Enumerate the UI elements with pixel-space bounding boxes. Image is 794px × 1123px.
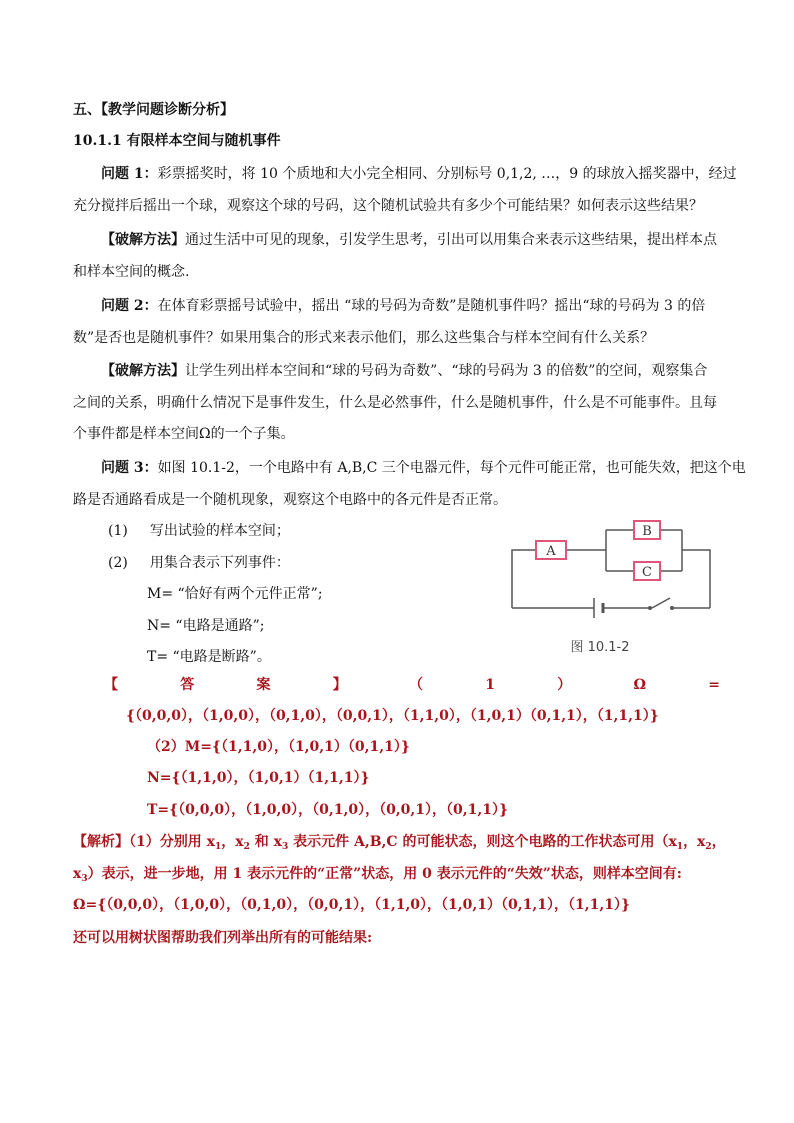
method-1-label: 【破解方法】: [101, 232, 185, 248]
method-2-label: 【破解方法】: [101, 363, 185, 379]
analysis-text-a: （1）分别用 x: [129, 834, 215, 850]
analysis-line-2: [73, 864, 682, 884]
question-1-label: 问题 1：: [101, 166, 158, 182]
subscript: 1: [214, 842, 222, 852]
item-2-number: (2): [108, 555, 128, 571]
component-c-label: C: [642, 565, 652, 580]
question-2-line-2: 数”是否也是随机事件？如果用集合的形式来表示他们，那么这些集合与样本空间有什么关系？: [73, 330, 655, 346]
question-3-item-2: [108, 553, 290, 573]
method-2-line-3: 个事件都是样本空间Ω的一个子集。: [73, 426, 295, 442]
question-1-line-1: [101, 164, 737, 184]
question-3-line-1: [101, 458, 746, 478]
method-1-line-1: [101, 230, 717, 250]
question-3-label: 问题 3：: [101, 460, 158, 476]
subscript: 2: [243, 842, 250, 852]
method-2-line-1: [101, 361, 707, 381]
answer-part-number: 1: [485, 677, 495, 693]
analysis-text-e: ，x: [683, 834, 706, 850]
event-t: T= “电路是断路”。: [147, 649, 271, 665]
question-2-line-1: [101, 296, 705, 316]
subscript: 1: [676, 842, 684, 852]
analysis-line-1: [73, 832, 726, 852]
item-2-text: 用集合表示下列事件：: [149, 555, 290, 571]
answer-char-2: 案: [256, 677, 271, 693]
answer-bracket-open: 【: [104, 677, 118, 693]
subscript: 3: [81, 874, 88, 884]
method-2-line-2: 之间的关系，明确什么情况下是事件发生，什么是必然事件，什么是随机事件，什么是不可能事件。且每: [73, 395, 717, 411]
subscript: 2: [705, 842, 712, 852]
question-2-text-1: 在体育彩票摇号试验中，摇出 “球的号码为奇数”是随机事件吗？摇出“球的号码为 3 的倍: [157, 298, 706, 314]
analysis-text-b: ，x: [221, 834, 244, 850]
question-1-line-2: 充分搅拌后摇出一个球，观察这个球的号码，这个随机试验共有多少个可能结果？如何表示这些结果？: [73, 198, 703, 214]
component-a-label: A: [546, 544, 556, 559]
section-title: 五、【教学问题诊断分析】: [73, 102, 234, 118]
event-m: M= “恰好有两个元件正常”;: [147, 586, 323, 602]
question-3-item-1: [108, 521, 290, 541]
analysis-text-d: 表示元件 A,B,C 的可能状态，则这个电路的工作状态可用（x: [288, 834, 677, 850]
item-1-text: 写出试验的样本空间；: [149, 523, 290, 539]
analysis-label: 【解析】: [73, 834, 129, 850]
answer-header: [104, 675, 720, 695]
analysis-text-h: ）表示，进一步地，用 1 表示元件的“正常”状态，用 0 表示元件的“失效”状态，则样本空间有:: [87, 866, 682, 882]
analysis-tree-note: 还可以用树状图帮助我们列举出所有的可能结果:: [73, 930, 373, 946]
subscript: 3: [281, 842, 289, 852]
analysis-text-f: ，: [711, 834, 726, 850]
method-1-line-2: 和样本空间的概念.: [73, 264, 190, 280]
circuit-diagram: [500, 513, 720, 663]
circuit-figure: [500, 513, 720, 663]
analysis-omega-set: Ω={（0,0,0），（1,0,0），（0,1,0），（0,0,1），（1,1,0），（1,0,1）（0,1,1），（1,1,1）}: [73, 897, 630, 913]
answer-n-set: N={（1,1,0），（1,0,1）（1,1,1）}: [147, 770, 370, 786]
answer-omega-set: {（0,0,0），（1,0,0），（0,1,0），（0,0,1），（1,1,0），（1,0,1）（0,1,1），（1,1,1）}: [126, 708, 659, 724]
answer-char-1: 答: [180, 677, 195, 693]
question-2-label: 问题 2：: [101, 298, 158, 314]
figure-caption: 图 10.1-2: [570, 640, 630, 655]
question-3-text-1: 如图 10.1-2，一个电路中有 A,B,C 三个电器元件，每个元件可能正常，也可能失效，把这个电: [157, 460, 746, 476]
subsection-title: 10.1.1 有限样本空间与随机事件: [73, 133, 281, 149]
answer-paren-open: （: [409, 677, 423, 693]
analysis-text-c: 和 x: [249, 834, 282, 850]
answer-omega: Ω: [633, 677, 646, 693]
item-1-number: (1): [108, 523, 128, 539]
analysis-text-g: x: [73, 866, 82, 882]
answer-t-set: T={（0,0,0），（1,0,0），（0,1,0），（0,0,1），（0,1,1）}: [147, 802, 509, 818]
switch-lever: [652, 598, 670, 608]
switch-contact-left: [648, 606, 652, 610]
answer-equals: =: [708, 677, 720, 693]
wire-left: [512, 550, 536, 608]
answer-bracket-close: 】: [332, 677, 347, 693]
method-1-text-1: 通过生活中可见的现象，引发学生思考，引出可以用集合来表示这些结果，提出样本点: [185, 232, 717, 248]
switch-contact-right: [670, 606, 674, 610]
method-2-text-1: 让学生列出样本空间和“球的号码为奇数”、“球的号码为 3 的倍数”的空间，观察集合: [185, 363, 708, 379]
question-1-text-1: 彩票摇奖时，将 10 个质地和大小完全相同、分别标号 0,1,2, …，9 的球放入摇奖器中，经过: [157, 166, 737, 182]
event-n: N= “电路是通路”;: [147, 618, 265, 634]
component-b-label: B: [642, 524, 652, 539]
question-3-line-2: 路是否通路看成是一个随机现象，观察这个电路中的各元件是否正常。: [73, 492, 507, 508]
answer-m-set: （2）M={（1,1,0），（1,0,1）（0,1,1）}: [147, 739, 410, 755]
wire-right: [682, 550, 710, 608]
answer-paren-close: ）: [557, 677, 572, 693]
